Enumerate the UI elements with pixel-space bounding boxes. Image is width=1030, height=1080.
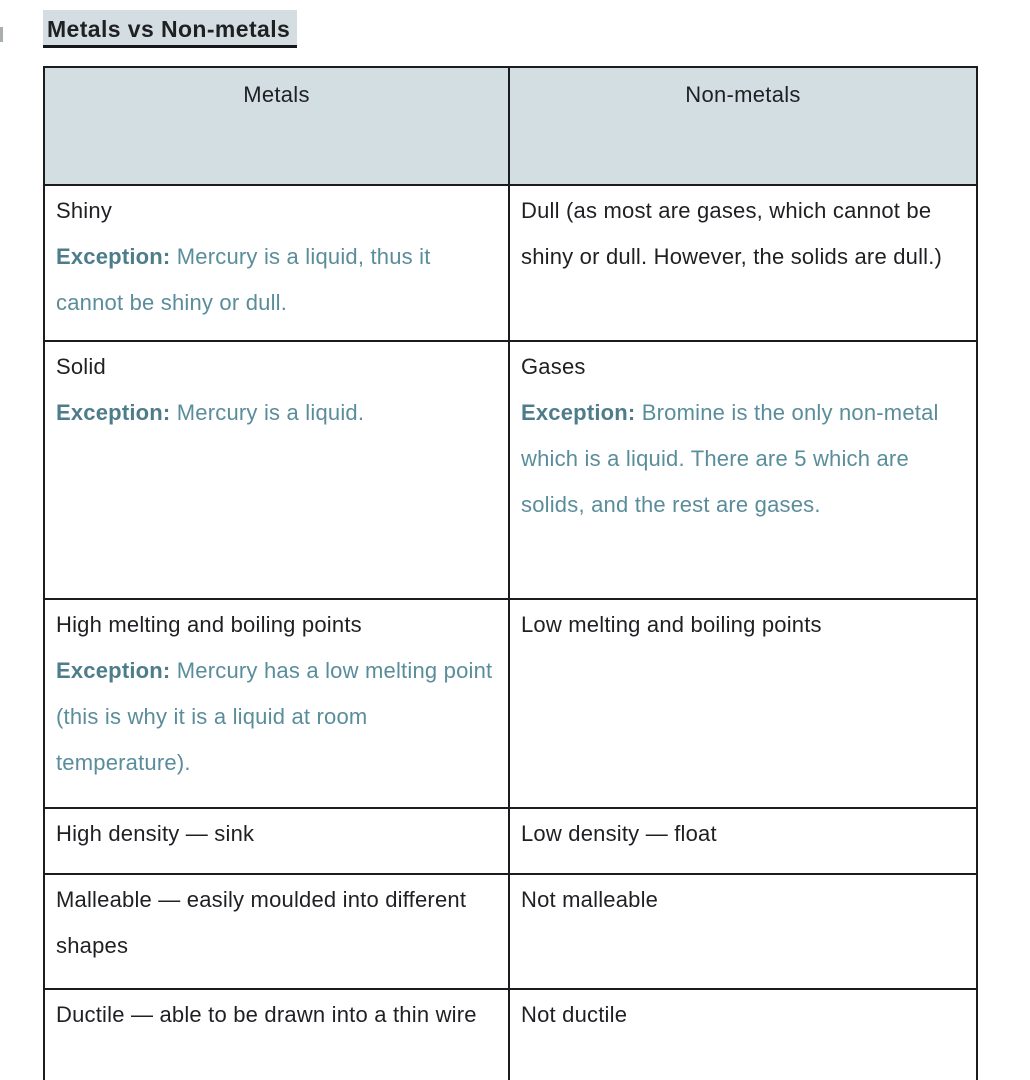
exception-text: Mercury is a liquid, thus it cannot be shiny or dull. [56,244,431,315]
exception-label: Exception: [56,658,171,683]
exception-note [521,390,964,528]
exception-note [56,648,496,786]
page-title: Metals vs Non-metals [43,10,297,48]
exception-note [56,390,496,436]
cell-main-text: Solid [56,354,106,379]
exception-label: Exception: [56,400,171,425]
screen-edge-artifact [0,27,3,42]
table-header-row [44,67,977,185]
cell-main-text: Low density — float [521,821,717,846]
cell-main-text: Not malleable [521,887,659,912]
cell-main-text: Shiny [56,198,113,223]
cell-metals-malleability [44,874,509,989]
cell-nonmetals-luster [509,185,977,341]
cell-nonmetals-density [509,808,977,874]
cell-nonmetals-malleability [509,874,977,989]
column-header-nonmetals: Non-metals [509,67,977,185]
cell-main-text: High melting and boiling points [56,612,362,637]
cell-metals-ductility [44,989,509,1080]
cell-main-text: Gases [521,354,586,379]
table-row-malleability [44,874,977,989]
cell-nonmetals-ductility [509,989,977,1080]
table-row-ductility [44,989,977,1080]
cell-main-text: High density — sink [56,821,255,846]
cell-main-text: Not ductile [521,1002,628,1027]
cell-metals-melting [44,599,509,808]
cell-nonmetals-melting [509,599,977,808]
title-area [0,0,1030,48]
table-row-state [44,341,977,599]
cell-metals-luster [44,185,509,341]
table-row-melting-boiling [44,599,977,808]
cell-main-text: Malleable — easily moulded into different shapes [56,887,467,958]
table-row-luster [44,185,977,341]
exception-label: Exception: [521,400,636,425]
column-header-metals: Metals [44,67,509,185]
exception-label: Exception: [56,244,171,269]
cell-metals-state [44,341,509,599]
exception-note [56,234,496,326]
cell-main-text: Low melting and boiling points [521,612,822,637]
cell-main-text: Dull (as most are gases, which cannot be shiny or dull. However, the solids are dull.) [521,198,943,269]
cell-main-text: Ductile — able to be drawn into a thin wire [56,1002,477,1027]
exception-text: Mercury is a liquid. [176,400,365,425]
table-row-density [44,808,977,874]
cell-nonmetals-state [509,341,977,599]
metals-vs-nonmetals-table [43,66,978,1080]
exception-text: Bromine is the only non-metal which is a liquid. There are 5 which are solids, and the rest are gases. [521,400,939,517]
exception-text: Mercury has a low melting point (this is why it is a liquid at room temperature). [56,658,493,775]
cell-metals-density [44,808,509,874]
